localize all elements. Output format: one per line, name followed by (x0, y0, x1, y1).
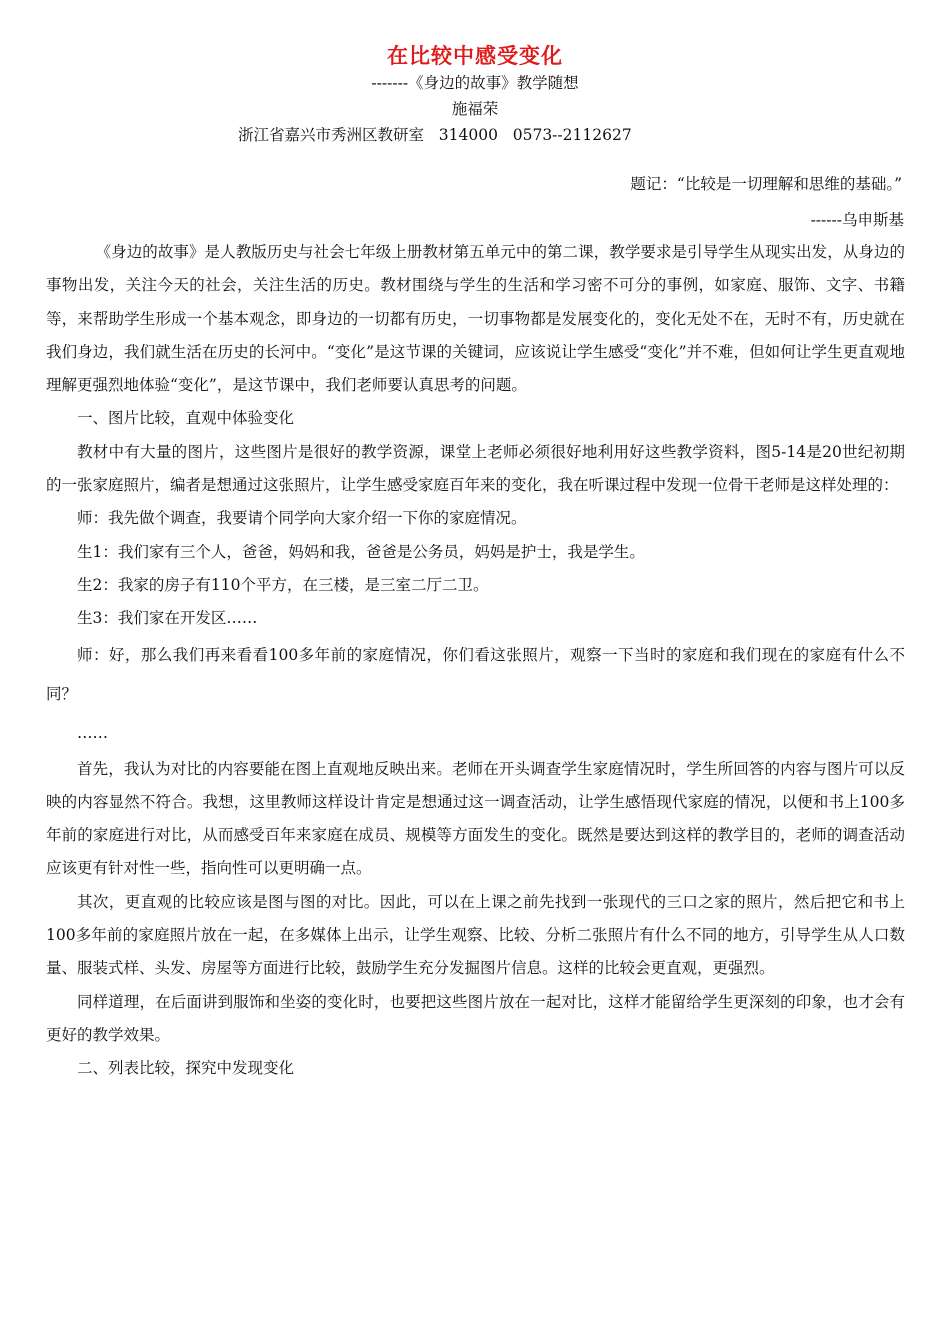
paragraph: 教材中有大量的图片，这些图片是很好的教学资源，课堂上老师必须很好地利用好这些教学资料，图5-14是20世纪初期的一张家庭照片，编者是想通过这张照片，让学生感受家庭百年来的变化，我在听课过程中发现一位骨干老师是这样处理的： (46, 442, 905, 495)
document-subtitle: -------《身边的故事》教学随想 (371, 74, 579, 92)
dialogue-line: 生3：我们家在开发区…… (77, 609, 258, 628)
dialogue-line: 生2：我家的房子有110个平方，在三楼，是三室二厅二卫。 (77, 575, 489, 594)
paragraph: 其次，更直观的比较应该是图与图的对比。因此，可以在上课之前先找到一张现代的三口之家的照片，然后把它和书上100多年前的家庭照片放在一起，在多媒体上出示，让学生观察、比较、分析二张照片有什么不同的地方，引导学生从人口数量、服装式样、头发、房屋等方面进行比较，鼓励学生充分发掘图片信息。这样的比较会更直观，更强烈。 (46, 892, 905, 978)
section-heading-2: 二、列表比较，探究中发现变化 (77, 1059, 295, 1078)
ellipsis-line: …… (77, 723, 108, 742)
document-title: 在比较中感受变化 (387, 44, 563, 68)
epigraph-quote: 题记：“比较是一切理解和思维的基础。” (630, 175, 902, 193)
section-heading-1: 一、图片比较，直观中体验变化 (77, 409, 295, 428)
document-body (46, 236, 905, 1086)
dialogue-line: 师：好，那么我们再来看看100多年前的家庭情况，你们看这张照片，观察一下当时的家庭和我们现在的家庭有什么不同？ (46, 645, 905, 703)
author-name: 施福荣 (451, 100, 499, 118)
epigraph-source: ------乌申斯基 (810, 211, 904, 229)
dialogue-line: 师：我先做个调查，我要请个同学向大家介绍一下你的家庭情况。 (77, 509, 527, 528)
paragraph: 同样道理，在后面讲到服饰和坐姿的变化时，也要把这些图片放在一起对比，这样才能留给学生更深刻的印象，也才会有更好的教学效果。 (46, 992, 905, 1044)
paragraph-intro: 《身边的故事》是人教版历史与社会七年级上册教材第五单元中的第二课，教学要求是引导学生从现实出发，从身边的事物出发，关注今天的社会，关注生活的历史。教材围绕与学生的生活和学习密不可分的事例，如家庭、服饰、文字、书籍等，来帮助学生形成一个基本观念，即身边的一切都有历史，一切事物都是发展变化的，变化无处不在，无时不有，历史就在我们身边，我们就生活在历史的长河中。“变化”是这节课的关键词，应该说让学生感受“变化”并不难，但如何让学生更直观地理解更强烈地体验“变化”，是这节课中，我们老师要认真思考的问题。 (46, 243, 905, 395)
paragraph: 首先，我认为对比的内容要能在图上直观地反映出来。老师在开头调查学生家庭情况时，学生所回答的内容与图片可以反映的内容显然不符合。我想，这里教师这样设计肯定是想通过这一调查活动，让学生感悟现代家庭的情况，以便和书上100多年前的家庭进行对比，从而感受百年来家庭在成员、规模等方面发生的变化。既然是要达到这样的教学目的，老师的调查活动应该更有针对性一些，指向性可以更明确一点。 (46, 759, 905, 878)
dialogue-line: 生1：我们家有三个人，爸爸，妈妈和我，爸爸是公务员，妈妈是护士，我是学生。 (77, 542, 645, 561)
author-affiliation: 浙江省嘉兴市秀洲区教研室 314000 0573--2112627 (238, 126, 632, 144)
